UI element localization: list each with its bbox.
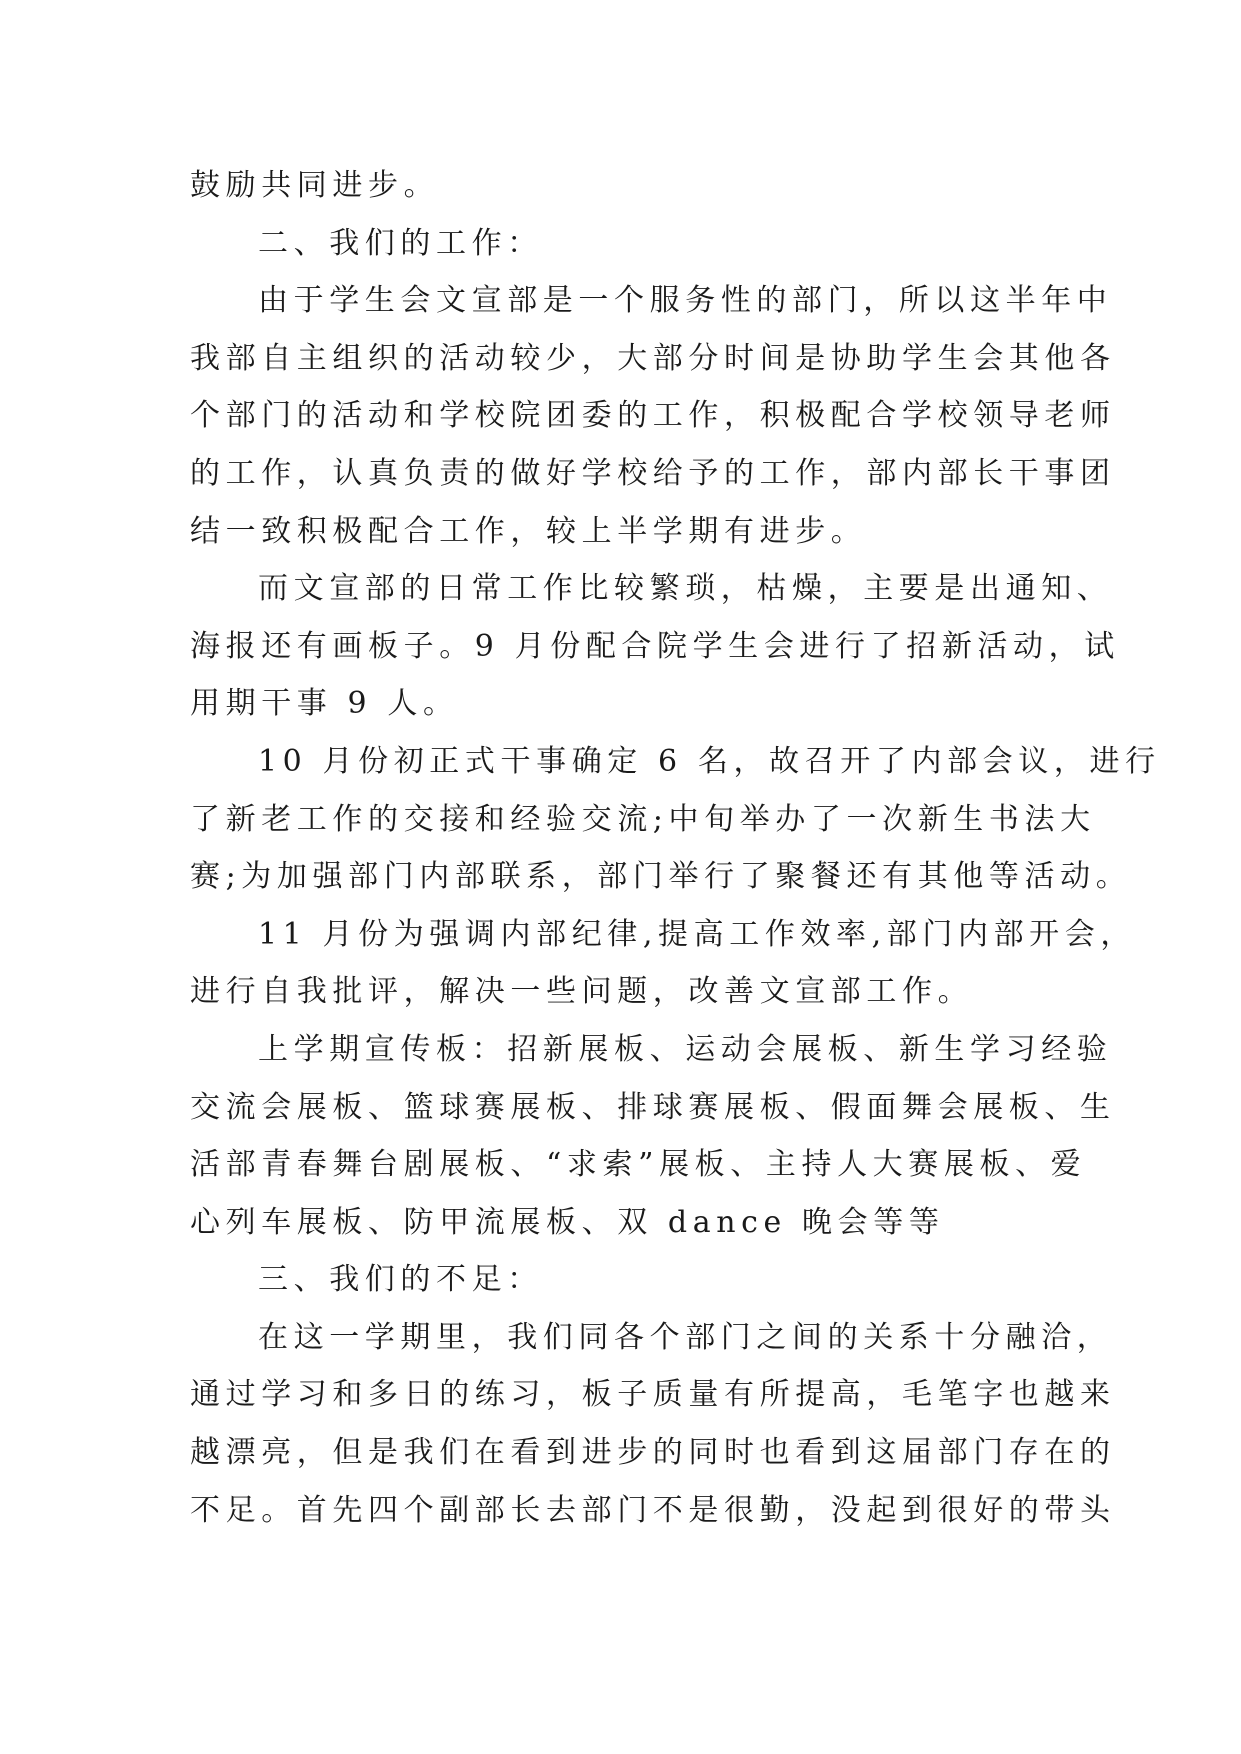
text-line: 赛;为加强部门内部联系，部门举行了聚餐还有其他等活动。: [190, 859, 1132, 895]
text-line: 而文宣部的日常工作比较繁琐，枯燥，主要是出通知、: [258, 571, 1113, 607]
text-line: 心列车展板、防甲流展板、双 dance 晚会等等: [190, 1204, 945, 1240]
text-line: 交流会展板、篮球赛展板、排球赛展板、假面舞会展板、生: [190, 1089, 1116, 1125]
text-line: 个部门的活动和学校院团委的工作，积极配合学校领导老师: [190, 398, 1116, 434]
text-line: 进行自我批评，解决一些问题，改善文宣部工作。: [190, 974, 974, 1010]
section-heading-shortcomings: 三、我们的不足：: [258, 1262, 543, 1298]
text-line: 了新老工作的交接和经验交流;中旬举办了一次新生书法大: [190, 801, 1096, 837]
text-line: 11 月份为强调内部纪律,提高工作效率,部门内部开会，: [258, 916, 1136, 952]
text-line: 鼓励共同进步。: [190, 168, 440, 203]
text-line: 由于学生会文宣部是一个服务性的部门，所以这半年中: [258, 283, 1113, 319]
text-line: 我部自主组织的活动较少，大部分时间是协助学生会其他各: [190, 340, 1116, 376]
text-line: 越漂亮，但是我们在看到进步的同时也看到这届部门存在的: [190, 1435, 1116, 1471]
section-heading-our-work: 二、我们的工作：: [258, 225, 543, 261]
text-line: 结一致积极配合工作，较上半学期有进步。: [190, 513, 867, 549]
text-line: 上学期宣传板：招新展板、运动会展板、新生学习经验: [258, 1031, 1113, 1067]
text-line: 活部青春舞台剧展板、“求索”展板、主持人大赛展板、爱: [190, 1147, 1087, 1183]
text-line: 在这一学期里，我们同各个部门之间的关系十分融洽，: [258, 1319, 1113, 1355]
text-line: 的工作，认真负责的做好学校给予的工作，部内部长干事团: [190, 455, 1116, 491]
text-line: 用期干事 9 人。: [190, 686, 459, 722]
body-text: [190, 157, 1161, 1539]
text-line: 海报还有画板子。9 月份配合院学生会进行了招新活动，试: [190, 628, 1120, 664]
text-line: 不足。首先四个副部长去部门不是很勤，没起到很好的带头: [190, 1492, 1116, 1528]
text-line: 10 月份初正式干事确定 6 名，故召开了内部会议，进行: [258, 743, 1161, 779]
text-line: 通过学习和多日的练习，板子质量有所提高，毛笔字也越来: [190, 1377, 1116, 1413]
